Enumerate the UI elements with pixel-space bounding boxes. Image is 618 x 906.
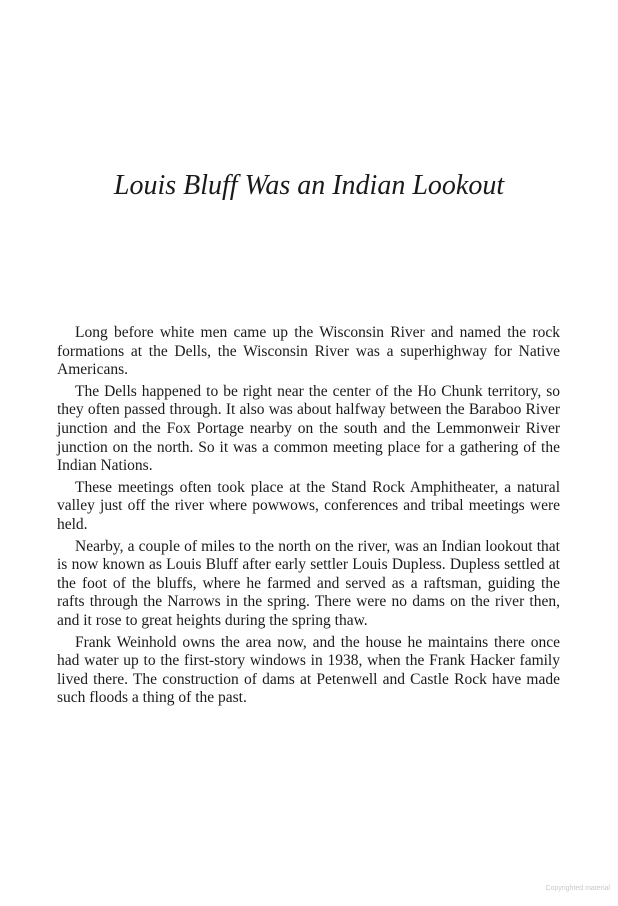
paragraph: The Dells happened to be right near the center of the Ho Chunk territory, so they often passed through. It also was about halfway between the Baraboo River junction and the Fox Portage nearby on the south and the Lemmonweir River junction on the north. So it was a common meeting place for a gathering of the Indian Nations.	[57, 382, 560, 475]
paragraph: Frank Weinhold owns the area now, and the house he maintains there once had water up to the first-story windows in 1938, when the Frank Hacker family lived there. The construction of dams at Petenwell and Castle Rock have made such floods a thing of the past.	[57, 633, 560, 707]
copyright-watermark: Copyrighted material	[545, 885, 610, 892]
body-text	[57, 324, 560, 711]
paragraph: Long before white men came up the Wisconsin River and named the rock formations at the Dells, the Wisconsin River was a superhighway for Native Americans.	[57, 324, 560, 379]
paragraph: Nearby, a couple of miles to the north on the river, was an Indian lookout that is now known as Louis Bluff after early settler Louis Dupless. Dupless settled at the foot of the bluffs, where he farmed and served as a raftsman, guiding the rafts through the Narrows in the spring. There were no dams on the river then, and it rose to great heights during the spring thaw.	[57, 537, 560, 629]
chapter-title: Louis Bluff Was an Indian Lookout	[113, 170, 505, 201]
paragraph: These meetings often took place at the Stand Rock Amphitheater, a natural valley just off the river where powwows, conferences and tribal meetings were held.	[57, 478, 560, 533]
